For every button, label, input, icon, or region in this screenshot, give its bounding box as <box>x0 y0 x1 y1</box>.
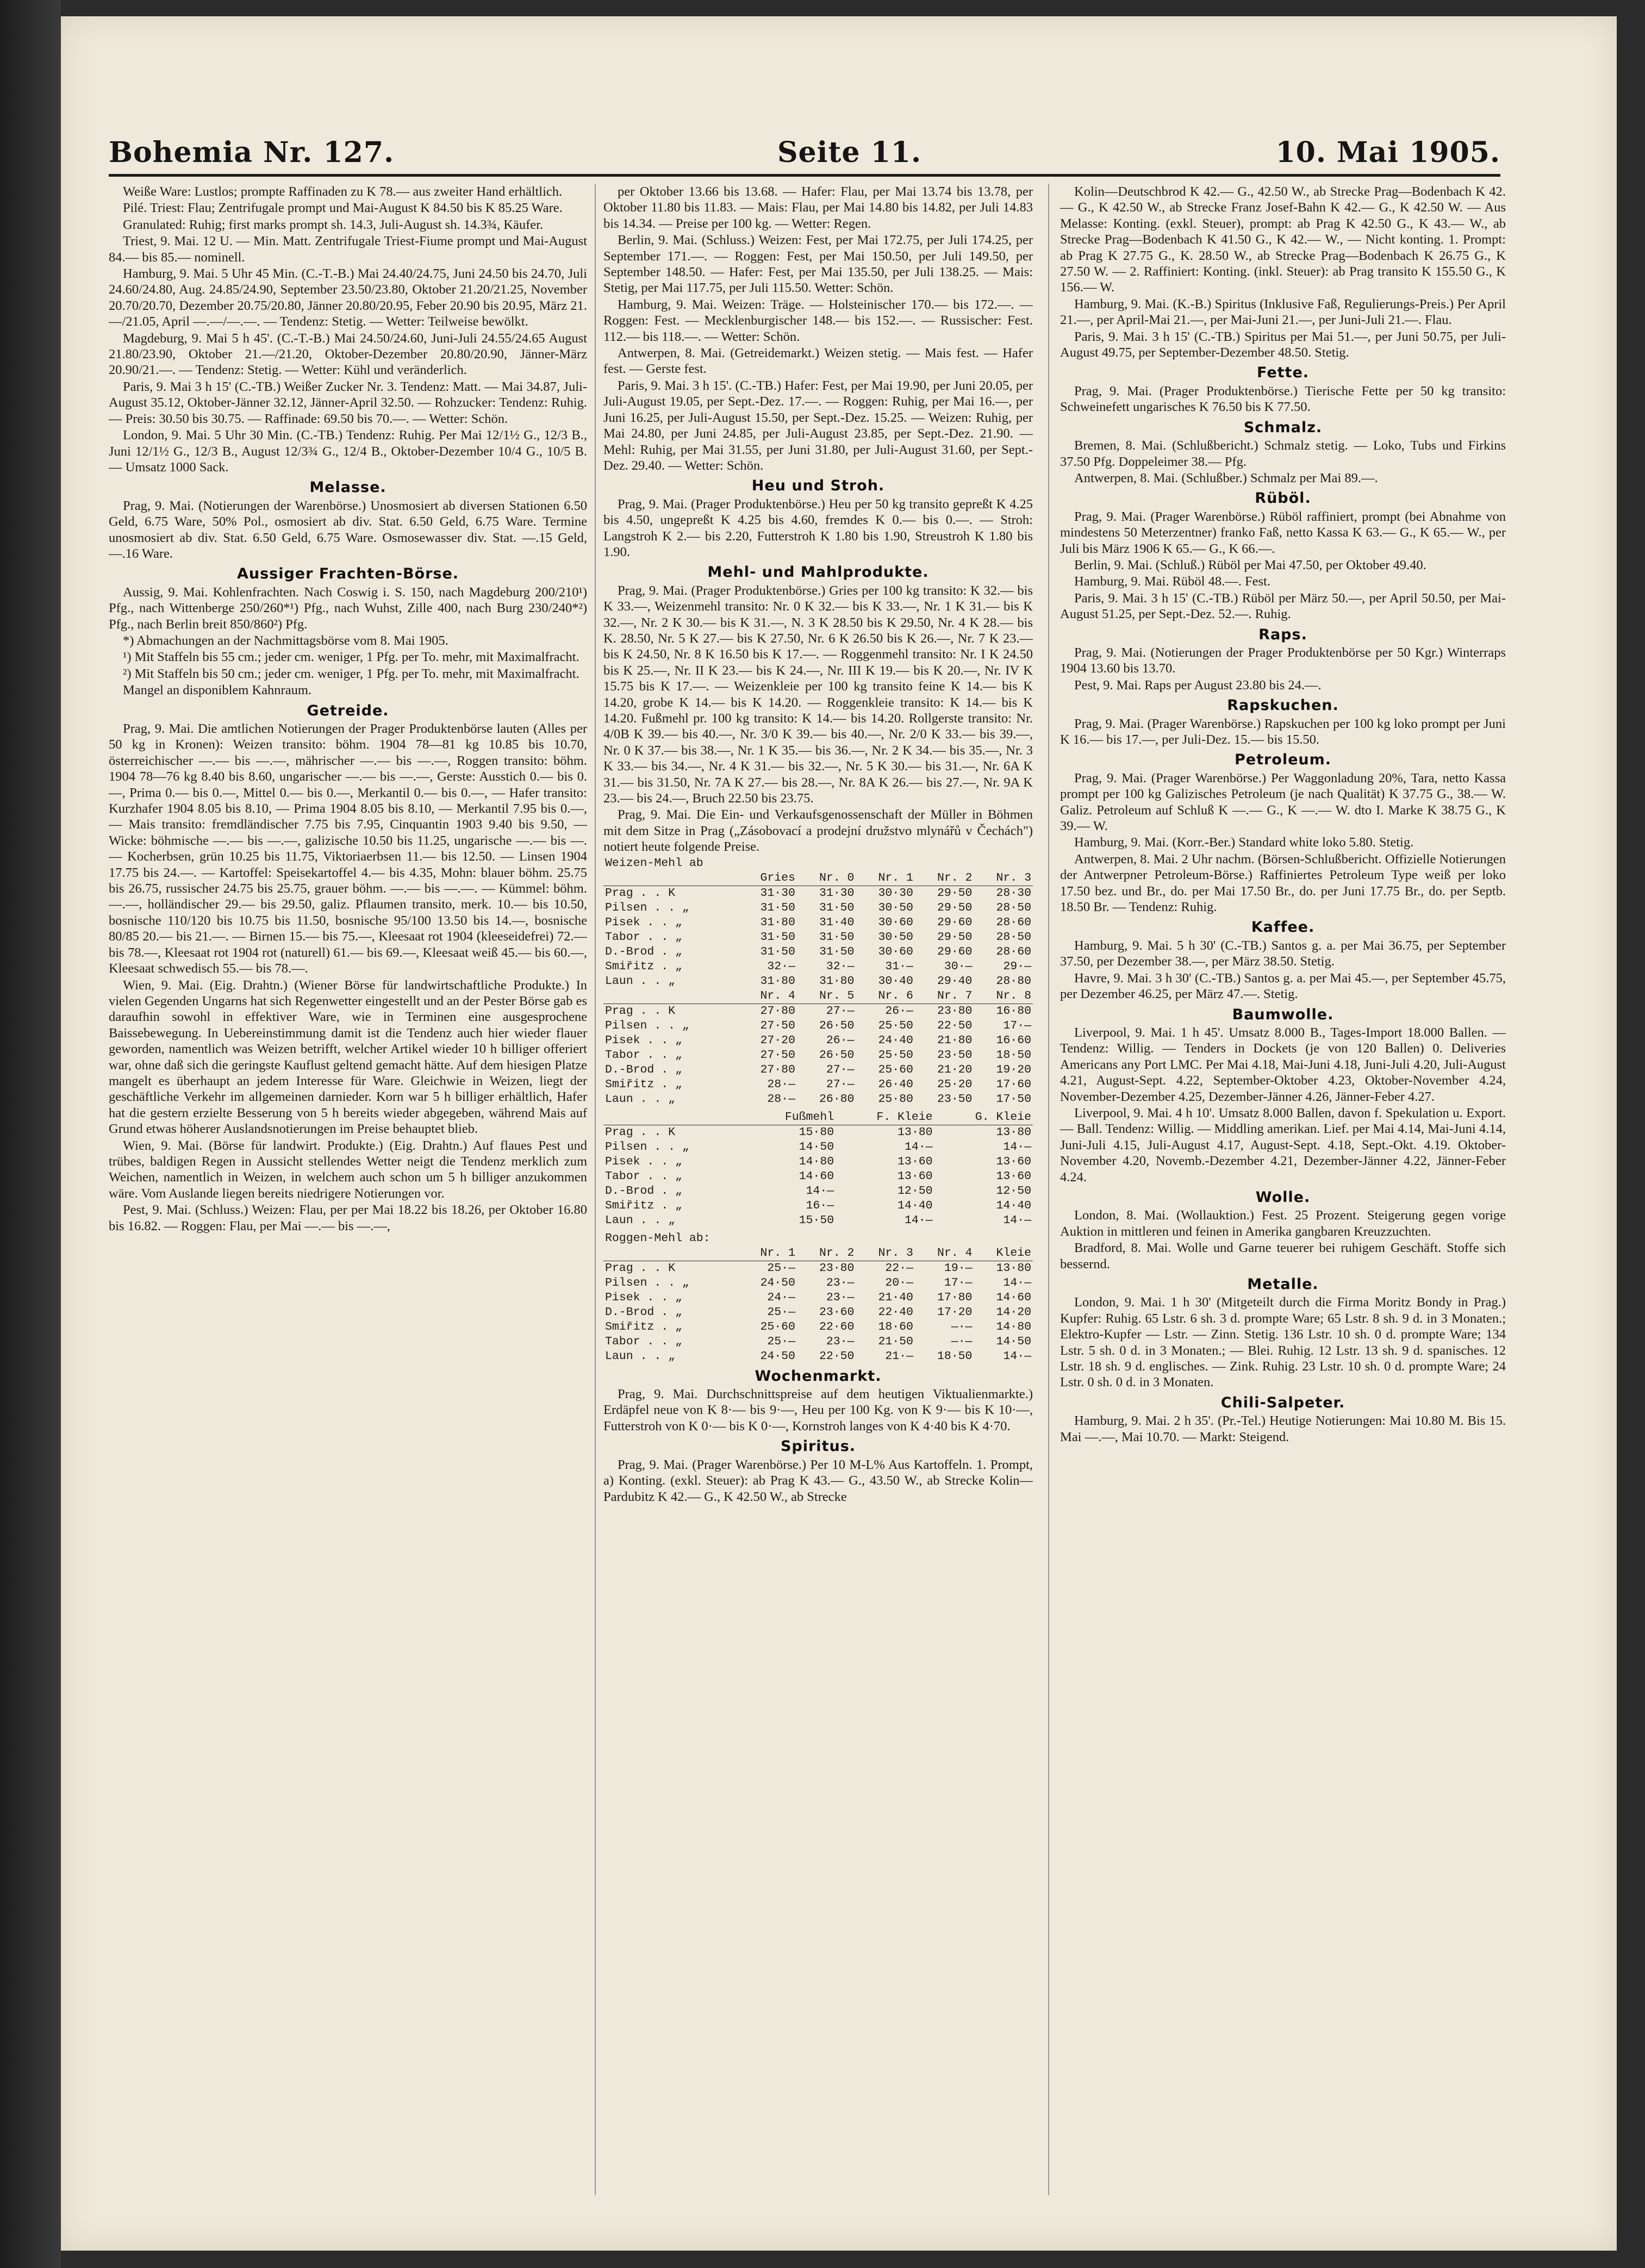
table-cell: 22·— <box>885 1261 913 1275</box>
table-row-label: Pilsen . . „ <box>605 901 689 914</box>
table-cell: 27·— <box>826 1063 855 1076</box>
article-paragraph: Weiße Ware: Lustlos; prompte Raffinaden zu K 78.— aus zweiter Hand erhältlich. <box>123 184 563 199</box>
table-cell: 15·50 <box>799 1213 834 1227</box>
table-row-label: Pisek . . „ <box>605 1033 682 1047</box>
column-2 <box>603 184 1033 2195</box>
table-cell: 13·60 <box>996 1169 1031 1183</box>
table-row-label: Pilsen . . „ <box>605 1140 689 1154</box>
article-paragraph: Prag, 9. Mai. (Prager Warenbörse.) Rüböl raffiniert, prompt (bei Abnahme von mindestens 50 Meterzentner) franko Faß, netto Kassa K 63.— G., K 65.— W., per Juli bis März 1906 K 65.— G., K 66.—. <box>1060 509 1506 556</box>
table-header-cell: Nr. 8 <box>974 989 1033 1004</box>
table-row <box>603 1305 1033 1320</box>
table-cell: 27·50 <box>760 1019 795 1032</box>
table-cell: 14·20 <box>996 1305 1031 1319</box>
section-heading: Mehl- und Mahlprodukte. <box>707 564 929 581</box>
table-row <box>603 1077 1033 1092</box>
article-paragraph: Paris, 9. Mai. 3 h 15' (C.-TB.) Rüböl per März 50.—, per April 50.50, per Mai-August 51.25, per Sept.-Dez. 52.—. Ruhig. <box>1060 590 1506 622</box>
article-paragraph: Hamburg, 9. Mai. 5 Uhr 45 Min. (C.-T.-B.) Mai 24.40/24.75, Juni 24.50 bis 24.70, Juli 24.60/24.80, Aug. 24.85/24.90, September 23.50/23.80, Oktober 21.20/21.25, November 20.70/20.70, Dezember 20.75/20.80, Jänner 20.80/20.95, Feber 20.90 bis 20.95, März 21.—/21.05, April —.—/—.—. — Tendenz: Stetig. — Wetter: Teilweise bewölkt. <box>109 266 587 329</box>
table-cell: 14·— <box>806 1184 834 1198</box>
table-header-cell: Gries <box>738 871 797 886</box>
table-row <box>603 1276 1033 1291</box>
table-cell: 21·40 <box>878 1291 913 1304</box>
table-cell: 24·40 <box>878 1033 913 1047</box>
table-cell: 23·— <box>826 1335 855 1348</box>
table-cell: 17·— <box>1003 1019 1031 1032</box>
table-row <box>603 1349 1033 1364</box>
table-cell: 29·40 <box>937 974 973 988</box>
table-cell: 14·— <box>1003 1213 1031 1227</box>
table-row-label: Prag . . K <box>605 1125 676 1139</box>
table-header-row <box>603 871 1033 886</box>
article-paragraph: Mangel an disponiblem Kahnraum. <box>123 683 312 698</box>
table-cell: 25·— <box>767 1261 795 1275</box>
table-row <box>603 1140 1033 1155</box>
table-cell: 22·50 <box>937 1019 973 1032</box>
column-2-text-bottom <box>603 1368 1033 1505</box>
table-cell: 27·50 <box>760 1048 795 1062</box>
table-header-row <box>603 1246 1033 1261</box>
table-cell: 32·— <box>767 959 795 973</box>
table-row-label: Smiřitz . „ <box>605 959 682 973</box>
table-cell: 27·— <box>826 1077 855 1091</box>
table-row <box>603 915 1033 930</box>
section-heading: Metalle. <box>1247 1276 1319 1293</box>
table-row <box>603 959 1033 974</box>
table-cell: 17·80 <box>937 1291 973 1304</box>
section-heading: Rapskuchen. <box>1227 697 1339 714</box>
table-cell: 25·20 <box>937 1077 973 1091</box>
table-cell: 23·60 <box>819 1305 855 1319</box>
article-paragraph: Liverpool, 9. Mai. 1 h 45'. Umsatz 8.000 B., Tages-Import 18.000 Ballen. — Tendenz: Willig. — Tenders in Dockets (je von 120 Ballen) 0. Deliveries Americans any Port LMC. Per Mai 4.18, Mai-Juni 4.18, Juni-Juli 4.20, Juli-August 4.21, August-Sept. 4.22, September-Oktober 4.23, Oktober-November 4.24, November-Dezember 4.25, Dezember-Jänner 4.26, Jänner-Feber 4.27. <box>1060 1025 1506 1104</box>
table-cell: 17·60 <box>996 1077 1031 1091</box>
article-paragraph: Hamburg, 9. Mai. (Korr.-Ber.) Standard white loko 5.80. Stetig. <box>1074 835 1414 850</box>
table-header-cell <box>603 989 738 1004</box>
table-cell: 30·30 <box>878 886 913 900</box>
table-cell: 14·— <box>1003 1140 1031 1154</box>
table-row-label: Laun . . „ <box>605 1213 676 1227</box>
table-cell: 21·80 <box>937 1033 973 1047</box>
section-heading: Melasse. <box>309 479 387 496</box>
article-paragraph: Hamburg, 9. Mai. Rüböl 48.—. Fest. <box>1074 574 1270 589</box>
article-paragraph: Pilé. Triest: Flau; Zentrifugale prompt und Mai-August K 84.50 bis K 85.25 Ware. <box>123 201 563 216</box>
table-cell: 23·50 <box>937 1092 973 1106</box>
column-rule <box>595 184 596 2195</box>
table-cell: 21·— <box>885 1349 913 1363</box>
table-cell: 31·40 <box>819 915 855 929</box>
table-caption: Roggen-Mehl ab: <box>605 1231 711 1245</box>
table-row-label: Tabor . . „ <box>605 930 682 944</box>
table-cell: 26·40 <box>878 1077 913 1091</box>
table-header-cell: Nr. 4 <box>915 1246 974 1261</box>
fussmehl-table <box>603 1110 1033 1228</box>
table-cell: 30·— <box>944 959 973 973</box>
table-cell: 17·50 <box>996 1092 1031 1106</box>
table-row-label: Pisek . . „ <box>605 1155 682 1168</box>
table-header-cell: Nr. 6 <box>856 989 915 1004</box>
table-row <box>603 1125 1033 1140</box>
section-heading: Petroleum. <box>1234 751 1332 769</box>
table-cell: 13·60 <box>898 1169 933 1183</box>
table-cell: 12·50 <box>898 1184 933 1198</box>
table-row <box>603 974 1033 989</box>
table-cell: 28·50 <box>996 901 1031 914</box>
table-row-label: Smiřitz . „ <box>605 1077 682 1091</box>
table-row <box>603 1033 1033 1048</box>
table-cell: 29·60 <box>937 945 973 958</box>
table-row-label: Prag . . K <box>605 1261 676 1275</box>
table-cell: 14·60 <box>799 1169 834 1183</box>
table-cell: 29·50 <box>937 901 973 914</box>
table-cell: 31·50 <box>819 930 855 944</box>
section-heading: Schmalz. <box>1243 419 1323 436</box>
article-paragraph: London, 9. Mai. 1 h 30' (Mitgeteilt durch die Firma Moritz Bondy in Prag.) Kupfer: Ruhig. 65 Lstr. 6 sh. 3 d. prompte Ware; 65 Lstr. 8 sh. 9 d. in 3 Monaten.; Elektro-Kupfer — Lstr. — Zinn. Stetig. 136 Lstr. 10 sh. 0 d. prompte Ware; 134 Lstr. 5 sh. 0 d. in 3 Monaten.; — Blei. Ruhig. 12 Lstr. 13 sh. 9 d. spanisches. 12 Lstr. 18 sh. 9 d. englisches. — Zink. Ruhig. 23 Lstr. 10 sh. 0 d. prompte Ware; 24 Lstr. 0 sh. 0 d. in 3 Monaten. <box>1060 1295 1506 1390</box>
article-paragraph: Antwerpen, 8. Mai. 2 Uhr nachm. (Börsen-Schlußbericht. Offizielle Notierungen der Antwerpner Petroleum-Börse.) Raffiniertes Petroleum Type weiß per loko 17.50 bez. und Br., do. per Mai 17.50 Br., do. per Juni 17.75 Br., do. per Septb. 18.50 Br. — Tendenz: Ruhig. <box>1060 851 1506 915</box>
article-paragraph: Berlin, 9. Mai. (Schluss.) Weizen: Fest, per Mai 172.75, per Juli 174.25, per September 171.—. — Roggen: Fest, per Mai 150.50, per Juli 149.50, per September 148.50. — Hafer: Fest, per Mai 135.50, per Juli 138.25. — Mais: Stetig, per Mai 117.75, per Juli 115.50. Wetter: Schön. <box>603 233 1033 296</box>
article-paragraph: Wien, 9. Mai. (Börse für landwirt. Produkte.) (Eig. Drahtn.) Auf flaues Pest und trübes, baldigen Regen in Aussicht stellendes Wetter neigt die Tendenz merklich zum Weichen, namentlich in Weizen, in welchem auch schon um 5 h billiger anzukommen wäre. Vom Auslande liegen bereits niedrigere Notierungen vor. <box>109 1138 587 1201</box>
table-row-label: Laun . . „ <box>605 1092 676 1106</box>
article-paragraph: Prag, 9. Mai. Durchschnittspreise auf dem heutigen Viktualienmarkte.) Erdäpfel neue von K 8·— bis 9·—, Heu per 100 Kg. von K 9·— bis K 10·—, Futterstroh von K 0·— bis K 0·—, Kornstroh langes von K 4·40 bis K 4·70. <box>603 1387 1033 1434</box>
table-header-cell: Nr. 4 <box>738 989 797 1004</box>
article-paragraph: Hamburg, 9. Mai. 5 h 30' (C.-TB.) Santos g. a. per Mai 36.75, per September 37.50, per Dezember 38.—, per März 38.50. Stetig. <box>1060 938 1506 969</box>
table-cell: 29·50 <box>937 886 973 900</box>
table-cell: 28·— <box>767 1077 795 1091</box>
table-cell: 14·80 <box>996 1320 1031 1334</box>
table-cell: 14·50 <box>996 1335 1031 1348</box>
weizenmehl-table <box>603 856 1033 1107</box>
column-3 <box>1060 184 1506 2195</box>
table-cell: 17·20 <box>937 1305 973 1319</box>
table-row <box>603 1155 1033 1169</box>
table-cell: 18·50 <box>937 1349 973 1363</box>
table-cell: 16·— <box>806 1199 834 1212</box>
table-row <box>603 901 1033 915</box>
table-header-cell <box>603 1246 738 1261</box>
table-row-label: Pilsen . . „ <box>605 1276 689 1289</box>
article-paragraph: Magdeburg, 9. Mai 5 h 45'. (C.-T.-B.) Mai 24.50/24.60, Juni-Juli 24.55/24.65 August 21.80/23.90, Oktober 21.—/21.20, Oktober-Dezember 20.80/20.90, Jänner-März 20.90/21.—. — Tendenz: Stetig. — Wetter: Kühl und veränderlich. <box>109 331 587 378</box>
table-cell: 21·20 <box>937 1063 973 1076</box>
table-row-label: Tabor . . „ <box>605 1335 682 1348</box>
table-cell: 27·20 <box>760 1033 795 1047</box>
table-header-cell: Kleie <box>974 1246 1033 1261</box>
table-cell: 17·— <box>944 1276 973 1289</box>
table-cell: 31·50 <box>760 945 795 958</box>
article-paragraph: Wien, 9. Mai. (Eig. Drahtn.) (Wiener Börse für landwirtschaftliche Produkte.) In vielen Gegenden Ungarns hat sich Regenwetter eingestellt und an der Pester Börse gab es daraufhin sowohl in effektiver Ware, wie in Terminen eine ausgesprochene Baissebewegung. In Uebereinstimmung damit ist die Tendenz auch hier wieder flauer geworden, namentlich was Weizen betrifft, welcher Artikel wieder 10 h billiger offeriert war, ohne daß sich die geringste Kauflust geltend gemacht hätte. Auf dem hiesigen Platze mangelt es überhaupt an jedem Interesse für Ware. Gleichwie in Weizen, liegt der geschäftliche Verkehr im allgemeinen darnieder. Korn war 5 h billiger erhältlich, Hafer hat die gestern erzielte Besserung von 5 h bereits wieder abgegeben, während Mais auf Grund etwas höherer Auslandsnotierungen im Preise behauptet blieb. <box>109 977 587 1137</box>
table-header-cell: F. Kleie <box>836 1110 934 1125</box>
table-cell: 31·30 <box>760 886 795 900</box>
article-paragraph: Paris, 9. Mai. 3 h 15' (C.-TB.) Spiritus per Mai 51.—, per Juni 50.75, per Juli-August 49.75, per September-Dezember 48.50. Stetig. <box>1060 329 1506 360</box>
table-cell: 27·80 <box>760 1063 795 1076</box>
article-paragraph: Antwerpen, 8. Mai. (Schlußber.) Schmalz per Mai 89.—. <box>1074 470 1378 485</box>
table-header-cell: Nr. 0 <box>797 871 856 886</box>
table-header-cell: Nr. 5 <box>797 989 856 1004</box>
table-row-label: Laun . . „ <box>605 974 676 988</box>
article-paragraph: London, 9. Mai. 5 Uhr 30 Min. (C.-TB.) Tendenz: Ruhig. Per Mai 12/1½ G., 12/3 B., Juni 12/1½ G., 12/3 B., August 12/3¾ G., 12/4 B., Oktober-Dezember 10/4 G., 10/5 B. — Umsatz 1000 Sack. <box>109 428 587 475</box>
article-paragraph: ¹) Mit Staffeln bis 55 cm.; jeder cm. weniger, 1 Pfg. per To. mehr, mit Maximalfracht. <box>123 650 580 665</box>
article-paragraph: Granulated: Ruhig; first marks prompt sh. 14.3, Juli-August sh. 14.3¾, Käufer. <box>123 217 544 232</box>
section-heading: Fette. <box>1256 364 1310 382</box>
table-cell: 19·20 <box>996 1063 1031 1076</box>
column-1 <box>109 184 587 2195</box>
article-paragraph: Pest, 9. Mai. (Schluss.) Weizen: Flau, per per Mai 18.22 bis 18.26, per Oktober 16.80 bis 16.82. — Roggen: Flau, per Mai —.— bis —.—, <box>109 1202 587 1233</box>
table-cell: 30·50 <box>878 930 913 944</box>
table-cell: 30·40 <box>878 974 913 988</box>
table-cell: 30·60 <box>878 945 913 958</box>
table-cell: 28·80 <box>996 974 1031 988</box>
table-row-label: Prag . . K <box>605 1004 676 1018</box>
article-paragraph: ²) Mit Staffeln bis 50 cm.; jeder cm. weniger, 1 Pfg. per To. mehr, mit Maximalfracht. <box>123 666 580 681</box>
table-row <box>603 1213 1033 1228</box>
table-cell: 20·— <box>885 1276 913 1289</box>
table-header-row <box>603 989 1033 1004</box>
article-paragraph: Bremen, 8. Mai. (Schlußbericht.) Schmalz stetig. — Loko, Tubs und Firkins 37.50 Pfg. Doppeleimer 38.— Pfg. <box>1060 438 1506 469</box>
table-cell: 24·50 <box>760 1349 795 1363</box>
table-cell: 13·80 <box>996 1261 1031 1275</box>
table-row-label: D.-Brod . „ <box>605 1063 682 1076</box>
table-caption: Weizen-Mehl ab <box>605 856 703 870</box>
table-row <box>603 1092 1033 1107</box>
table-header-cell: Nr. 3 <box>974 871 1033 886</box>
table-cell: 13·60 <box>898 1155 933 1168</box>
table-cell: 23·50 <box>937 1048 973 1062</box>
table-cell: 25·80 <box>878 1092 913 1106</box>
table-header-cell: Nr. 3 <box>856 1246 915 1261</box>
table-cell: 31·80 <box>760 974 795 988</box>
table-header-cell: Nr. 2 <box>797 1246 856 1261</box>
table-cell: 12·50 <box>996 1184 1031 1198</box>
table-row <box>603 1261 1033 1276</box>
article-paragraph: Berlin, 9. Mai. (Schluß.) Rüböl per Mai 47.50, per Oktober 49.40. <box>1074 557 1426 572</box>
table-cell: 15·80 <box>799 1125 834 1139</box>
page-header <box>109 136 1500 177</box>
table-cell: 14·80 <box>799 1155 834 1168</box>
table-cell: 23·— <box>826 1276 855 1289</box>
table-header-cell: Nr. 7 <box>915 989 974 1004</box>
table-cell: 31·50 <box>819 901 855 914</box>
table-cell: 14·40 <box>898 1199 933 1212</box>
table-cell: 13·80 <box>996 1125 1031 1139</box>
article-paragraph: Prag, 9. Mai. Die amtlichen Notierungen der Prager Produktenbörse lauten (Alles per 50 kg in Kronen): Weizen transito: böhm. 1904 78—81 kg 10.85 bis 10.70, österreichischer —.— bis —.—, mährischer —.— bis —.—, Roggen transito: böhm. 1904 78—76 kg 8.40 bis 8.60, ungarischer —.— bis —.—, Gerste: Ausstich 0.— bis 0.—, Prima 0.— bis 0.—, Mittel 0.— bis 0.—, Merkantil 0.— bis 0.—, — Hafer transito: Kurzhafer 1904 8.05 bis 8.10, — Prima 1904 8.05 bis 8.10, — Merkantil 7.95 bis 0.—, — Mais transito: fremdländischer 7.75 bis 7.95, Cinquantin 1903 9.40 bis 9.50, — Wicke: böhmische —.— bis —.—, galizische 10.50 bis 11.25, ungarische —.— bis —.— Kocherbsen, grün 10.25 bis 11.75, Viktoriaerbsen 11.— bis 12.50. — Linsen 1904 17.75 bis 24.—. — Kartoffel: Speisekartoffel 4.— bis 4.35, Mohn: blauer böhm. 25.75 bis 26.75, russischer 24.75 bis 25.75, grauer böhm. —.— bis —.—. — Kümmel: böhm. —.—, holländischer 29.— bis 29.50, galiz. Pflaumen transito, merk. 10.— bis 10.50, bosnische 110/120 bis 10.75 bis 11.50, bosnische 95/100 13.50 bis 14.—, bosnische 80/85 20.— bis 21.—. — Birnen 15.— bis 75.—, Kleesaat rot 1904 (kleeseidefrei) 72.— bis 78.—, Kleesaat rot 1904 rot (naturell) 61.— bis 69.—, Kleesaat weiß 45.— bis 60.—, Kleesaat schwedisch 55.— bis 78.—. <box>109 721 587 976</box>
table-cell: 14·— <box>1003 1349 1031 1363</box>
table-cell: 16·60 <box>996 1033 1031 1047</box>
table-cell: 18·50 <box>996 1048 1031 1062</box>
table-cell: 13·60 <box>996 1155 1031 1168</box>
table-cell: 24·50 <box>760 1276 795 1289</box>
table-cell: 28·— <box>767 1092 795 1106</box>
section-heading: Baumwolle. <box>1232 1006 1334 1023</box>
section-heading: Heu und Stroh. <box>751 477 885 495</box>
scan-left-edge <box>0 0 61 2268</box>
section-heading: Wochenmarkt. <box>755 1367 882 1385</box>
table-cell: 25·50 <box>878 1048 913 1062</box>
table-cell: 28·60 <box>996 915 1031 929</box>
table-row <box>603 1169 1033 1184</box>
section-heading: Spiritus. <box>780 1438 856 1455</box>
table-cell: 13·80 <box>898 1125 933 1139</box>
section-heading: Raps. <box>1258 626 1307 643</box>
table-cell: 26·50 <box>819 1019 855 1032</box>
issue-date: 10. Mai 1905. <box>1275 136 1500 169</box>
article-paragraph: Hamburg, 9. Mai. (K.-B.) Spiritus (Inklusive Faß, Regulierungs-Preis.) Per April 21.—, per April-Mai 21.—, per Mai-Juni 21.—, per Juni-Juli 21.—. Flau. <box>1060 296 1506 328</box>
article-paragraph: London, 8. Mai. (Wollauktion.) Fest. 25 Prozent. Steigerung gegen vorige Auktion in mittleren und feinen in Amerika gangbaren Kreuzzuchten. <box>1060 1208 1506 1239</box>
table-cell: 27·— <box>826 1004 855 1018</box>
article-paragraph: Triest, 9. Mai. 12 U. — Min. Matt. Zentrifugale Triest-Fiume prompt und Mai-August 84.— bis 85.— nominell. <box>109 234 587 265</box>
table-cell: 26·— <box>826 1033 855 1047</box>
table-row <box>603 1004 1033 1019</box>
table-cell: 31·80 <box>819 974 855 988</box>
table-row <box>603 1320 1033 1335</box>
table-header-cell: Nr. 1 <box>856 871 915 886</box>
table-cell: 14·40 <box>996 1199 1031 1212</box>
article-paragraph: Aussig, 9. Mai. Kohlenfrachten. Nach Coswig i. S. 150, nach Magdeburg 200/210¹) Pfg., nach Wittenberge 250/260*¹) Pfg., nach Wuhst, Zille 400, nach Burg 230/240*²) Pfg., nach Berlin breit 850/860²) Pfg. <box>109 584 587 632</box>
article-paragraph: Prag, 9. Mai. (Notierungen der Prager Produktenbörse per 50 Kgr.) Winterraps 1904 13.60 bis 13.70. <box>1060 645 1506 676</box>
table-cell: 26·80 <box>819 1092 855 1106</box>
table-cell: 30·60 <box>878 915 913 929</box>
table-row <box>603 1019 1033 1033</box>
table-row-label: Smiřitz . „ <box>605 1199 682 1212</box>
table-row-label: Laun . . „ <box>605 1349 676 1363</box>
table-header-cell: G. Kleie <box>934 1110 1033 1125</box>
article-paragraph: Prag, 9. Mai. (Notierungen der Warenbörse.) Unosmosiert ab diversen Stationen 6.50 Geld, 6.75 Ware, 50% Pol., osmosiert ab div. Stat. 6.50 Geld, 6.75 Ware. Termine unosmosiert ab div. Stat. 6.50 Geld, 6.75 Ware. Osmosewasser div. Stat. —.15 Geld, —.16 Ware. <box>109 498 587 561</box>
article-paragraph: per Oktober 13.66 bis 13.68. — Hafer: Flau, per Mai 13.74 bis 13.78, per Oktober 11.80 bis 11.83. — Mais: Flau, per Mai 14.80 bis 14.82, per Juli 14.83 bis 14.34. — Preise per 100 kg. — Wetter: Regen. <box>603 184 1033 231</box>
table-header-cell: Fußmehl <box>749 1110 836 1125</box>
table-cell: 29·60 <box>937 915 973 929</box>
table-cell: 30·50 <box>878 901 913 914</box>
article-paragraph: *) Abmachungen an der Nachmittagsbörse vom 8. Mai 1905. <box>123 633 448 648</box>
table-row <box>603 1291 1033 1305</box>
article-paragraph: Antwerpen, 8. Mai. (Getreidemarkt.) Weizen stetig. — Mais fest. — Hafer fest. — Gerste fest. <box>603 346 1033 377</box>
article-paragraph: Hamburg, 9. Mai. Weizen: Träge. — Holsteinischer 170.— bis 172.—. — Roggen: Fest. — Mecklenburgischer 148.— bis 152.—. — Russischer: Fest. 112.— bis 118.—. — Wetter: Schön. <box>603 297 1033 344</box>
table-cell: 22·40 <box>878 1305 913 1319</box>
table-cell: 25·60 <box>878 1063 913 1076</box>
table-cell: 32·— <box>826 959 855 973</box>
table-cell: 25·— <box>767 1305 795 1319</box>
table-row <box>603 930 1033 945</box>
table-row-label: D.-Brod . „ <box>605 945 682 958</box>
article-paragraph: Kolin—Deutschbrod K 42.— G., 42.50 W., ab Strecke Prag—Bodenbach K 42.— G., K 42.50 W., ab Strecke Franz Josef-Bahn K 42.— G., K 42.50 W. — Aus Melasse: Konting. (exkl. Steuer), prompt: ab Prag K 42.50 G., K 43.— W., ab Strecke Prag—Bodenbach K 41.50 G., K 42.— W., — Nicht konting. 1. Prompt: ab Prag K 27.75 G., K. 28.50 W., ab Strecke Prag—Bodenbach K 26.75 G., K 27.50 W. — 2. Raffiniert: Konting. (inkl. Steuer): ab Prag transito K 155.50 G., K 156.— W. <box>1060 184 1506 295</box>
column-rule <box>1048 184 1049 2195</box>
table-cell: 18·60 <box>878 1320 913 1334</box>
table-header-cell: Nr. 2 <box>915 871 974 886</box>
table-cell: 14·50 <box>799 1140 834 1154</box>
table-cell: 22·60 <box>819 1320 855 1334</box>
table-cell: 21·50 <box>878 1335 913 1348</box>
table-cell: 16·80 <box>996 1004 1031 1018</box>
article-paragraph: Havre, 9. Mai. 3 h 30' (C.-TB.) Santos g. a. per Mai 45.—, per September 45.75, per Dezember 46.25, per März 47.—. Stetig. <box>1060 970 1506 1002</box>
table-row <box>603 1199 1033 1213</box>
table-row-label: D.-Brod . „ <box>605 1184 682 1198</box>
table-cell: 31·80 <box>760 915 795 929</box>
table-row <box>603 945 1033 959</box>
table-cell: 26·50 <box>819 1048 855 1062</box>
article-paragraph: Paris, 9. Mai. 3 h 15'. (C.-TB.) Hafer: Fest, per Mai 19.90, per Juni 20.05, per Juli-August 19.05, per Sept.-Dez. 17.—. — Roggen: Ruhig, per Mai 16.—, per Juni 16.25, per Juli-August 15.50, per Sept.-Dez. 15.25. — Weizen: Ruhig, per Mai 24.80, per Juni 24.85, per Juli-August 23.85, per Sept.-Dez. 21.90. — Mehl: Ruhig, per Mai 31.55, per Juni 31.80, per Juli-August 31.60, per Sept.-Dez. 29.40. — Wetter: Schön. <box>603 378 1033 473</box>
section-heading: Rüböl. <box>1255 490 1311 507</box>
table-cell: 31·— <box>885 959 913 973</box>
table-header-cell <box>603 1110 749 1125</box>
table-row <box>603 1048 1033 1063</box>
table-row-label: Pilsen . . „ <box>605 1019 689 1032</box>
table-cell: 31·30 <box>819 886 855 900</box>
section-heading: Chili-Salpeter. <box>1220 1394 1345 1411</box>
table-cell: 31·50 <box>819 945 855 958</box>
section-heading: Wolle. <box>1255 1188 1311 1206</box>
article-paragraph: Prag, 9. Mai. (Prager Produktenbörse.) Tierische Fette per 50 kg transito: Schweinefett ungarisches K 76.50 bis K 77.50. <box>1060 383 1506 415</box>
article-paragraph: Prag, 9. Mai. (Prager Warenbörse.) Per 10 M-L% Aus Kartoffeln. 1. Prompt, a) Konting. (exkl. Steuer): ab Prag K 43.— G., 43.50 W., ab Strecke Kolin—Pardubitz K 42.— G., K 42.50 W., ab Strecke <box>603 1457 1033 1504</box>
table-cell: 25·50 <box>878 1019 913 1032</box>
table-cell: 28·50 <box>996 930 1031 944</box>
table-cell: 31·50 <box>760 930 795 944</box>
table-row-label: Tabor . . „ <box>605 1169 682 1183</box>
table-cell: 14·— <box>904 1213 933 1227</box>
article-paragraph: Liverpool, 9. Mai. 4 h 10'. Umsatz 8.000 Ballen, davon f. Spekulation u. Export. — Ball. Tendenz: Willig. — Middling amerikan. Lief. per Mai 4.14, Mai-Juni 4.14, Juni-Juli 4.15, Juli-August 4.17, August-Sept. 4.18, Sept.-Okt. 4.19. Oktober-November 4.20, Novemb.-Dezember 4.21, Dezember-Jänner 4.22, Jänner-Feber 4.24. <box>1060 1105 1506 1185</box>
table-row <box>603 886 1033 901</box>
table-cell: 22·50 <box>819 1349 855 1363</box>
article-paragraph: Prag, 9. Mai. (Prager Warenbörse.) Rapskuchen per 100 kg loko prompt per Juni K 16.— bis 17.—, per Juli-Dez. 15.— bis 15.50. <box>1060 716 1506 747</box>
roggenmehl-table <box>603 1231 1033 1364</box>
article-paragraph: Pest, 9. Mai. Raps per August 23.80 bis 24.—. <box>1074 677 1322 693</box>
table-header-cell <box>603 871 738 886</box>
article-paragraph: Prag, 9. Mai. (Prager Warenbörse.) Per Waggonladung 20%, Tara, netto Kassa prompt per 100 kg Galizisches Petroleum (je nach Qualität) K 37.75 G., 38.— W. Galiz. Petroleum auf Schluß K —.— G., K —.— W. dto I. Marke K 38.75 G., K 39.— W. <box>1060 770 1506 834</box>
article-paragraph: Prag, 9. Mai. (Prager Produktenbörse.) Heu per 50 kg transito gepreßt K 4.25 bis 4.50, ungepreßt K 4.25 bis 4.60, fremdes K 0.— bis 0.—. — Stroh: Langstroh K 2.— bis 2.20, Futterstroh K 1.80 bis 1.90, Streustroh K 1.80 bis 1.90. <box>603 496 1033 559</box>
section-heading: Aussiger Frachten-Börse. <box>236 565 459 583</box>
table-cell: 14·— <box>1003 1276 1031 1289</box>
table-row-label: Prag . . K <box>605 886 676 900</box>
table-row-label: D.-Brod . „ <box>605 1305 682 1319</box>
table-header-row <box>603 1110 1033 1125</box>
table-cell: —·— <box>951 1335 973 1348</box>
table-cell: 29·— <box>1003 959 1031 973</box>
table-cell: 19·— <box>944 1261 973 1275</box>
table-row-label: Pisek . . „ <box>605 915 682 929</box>
table-cell: 29·50 <box>937 930 973 944</box>
table-cell: 25·— <box>767 1335 795 1348</box>
table-cell: 25·60 <box>760 1320 795 1334</box>
table-row-label: Tabor . . „ <box>605 1048 682 1062</box>
table-cell: 27·80 <box>760 1004 795 1018</box>
table-row-label: Pisek . . „ <box>605 1291 682 1304</box>
table-cell: 23·80 <box>937 1004 973 1018</box>
table-cell: 31·50 <box>760 901 795 914</box>
section-heading: Kaffee. <box>1251 919 1315 936</box>
table-cell: 26·— <box>885 1004 913 1018</box>
publication-title: Bohemia Nr. 127. <box>109 136 395 169</box>
article-paragraph: Hamburg, 9. Mai. 2 h 35'. (Pr.-Tel.) Heutige Notierungen: Mai 10.80 M. Bis 15. Mai —.—, Mai 10.70. — Markt: Steigend. <box>1060 1413 1506 1444</box>
page-number: Seite 11. <box>777 136 922 169</box>
table-cell: 14·60 <box>996 1291 1031 1304</box>
article-paragraph: Bradford, 8. Mai. Wolle und Garne teuerer bei ruhigem Geschäft. Stoffe sich bessernd. <box>1060 1241 1506 1272</box>
column-2-text-top <box>603 184 1033 855</box>
table-cell: 23·80 <box>819 1261 855 1275</box>
table-row <box>603 1335 1033 1349</box>
table-row-label: Smiřitz . „ <box>605 1320 682 1334</box>
table-cell: 14·— <box>904 1140 933 1154</box>
table-cell: 28·30 <box>996 886 1031 900</box>
table-cell: —·— <box>951 1320 973 1334</box>
table-cell: 23·— <box>826 1291 855 1304</box>
article-paragraph: Paris, 9. Mai 3 h 15' (C.-TB.) Weißer Zucker Nr. 3. Tendenz: Matt. — Mai 34.87, Juli-August 35.12, Oktober-Jänner 32.12, Jänner-April 32.50. — Rohzucker: Tendenz: Ruhig. — Preis: 30.50 bis 30.75. — Raffinade: 69.50 bis 70.—. — Wetter: Schön. <box>109 379 587 426</box>
table-header-cell: Nr. 1 <box>738 1246 797 1261</box>
table-row <box>603 1063 1033 1077</box>
table-cell: 24·— <box>767 1291 795 1304</box>
article-paragraph: Prag, 9. Mai. (Prager Produktenbörse.) Gries per 100 kg transito: K 32.— bis K 33.—, Weizenmehl transito: Nr. 0 K 32.— bis K 33.—, Nr. 1 K 31.— bis K 32.—, Nr. 2 K 30.— bis K 31.—, N. 3 K 28.50 bis K 29.50, Nr. 4 K 28.— bis K. 28.50, Nr. 5 K 27.— bis K 27.50, Nr. 6 K 26.50 bis K 26.—, Nr. 7 K 23.— bis K 24.50, Nr. 8 K 16.50 bis K 17.—. — Roggenmehl transito: Nr. I K 24.50 bis K 25.—, Nr. II K 23.— bis K 24.—, Nr. III K 19.— bis K 20.—, Nr. IV K 15.75 bis K 17.—. — Weizenkleie per 100 kg transito feine K 14.— bis K 14.20, grobe K 14.— bis K 14.20. — Roggenkleie transito: K 14.— bis K 14.20. Fußmehl pr. 100 kg transito: K 14.— bis 14.20. Rollgerste transito: Nr. 4/0B K 39.— bis 40.—, Nr. 3/0 K 39.— bis 40.—, Nr. 2/0 K 33.— bis 39.—, Nr. 0 K 37.— bis 38.—, Nr. 1 K 35.— bis 36.—, Nr. 2 K 34.— bis 35.—, Nr. 3 K 33.— bis 34.—, Nr. 4 K 31.— bis 32.—, Nr. 5 K 30.— bis 31.—, Nr. 6A K 31.— bis 31.50, Nr. 7A K 27.— bis 28.—, Nr. 8A K 26.— bis 27.—, Nr. 9A K 23.— bis 24.—, Bruch 22.50 bis 23.75. <box>603 583 1033 806</box>
table-row <box>603 1184 1033 1199</box>
section-heading: Getreide. <box>307 702 389 719</box>
table-cell: 28·60 <box>996 945 1031 958</box>
article-paragraph: Prag, 9. Mai. Die Ein- und Verkaufsgenossenschaft der Müller in Böhmen mit dem Sitze in Prag („Zásobovací a prodejní družstvo mlynářů v Čechách") notiert heute folgende Preise. <box>603 807 1033 855</box>
